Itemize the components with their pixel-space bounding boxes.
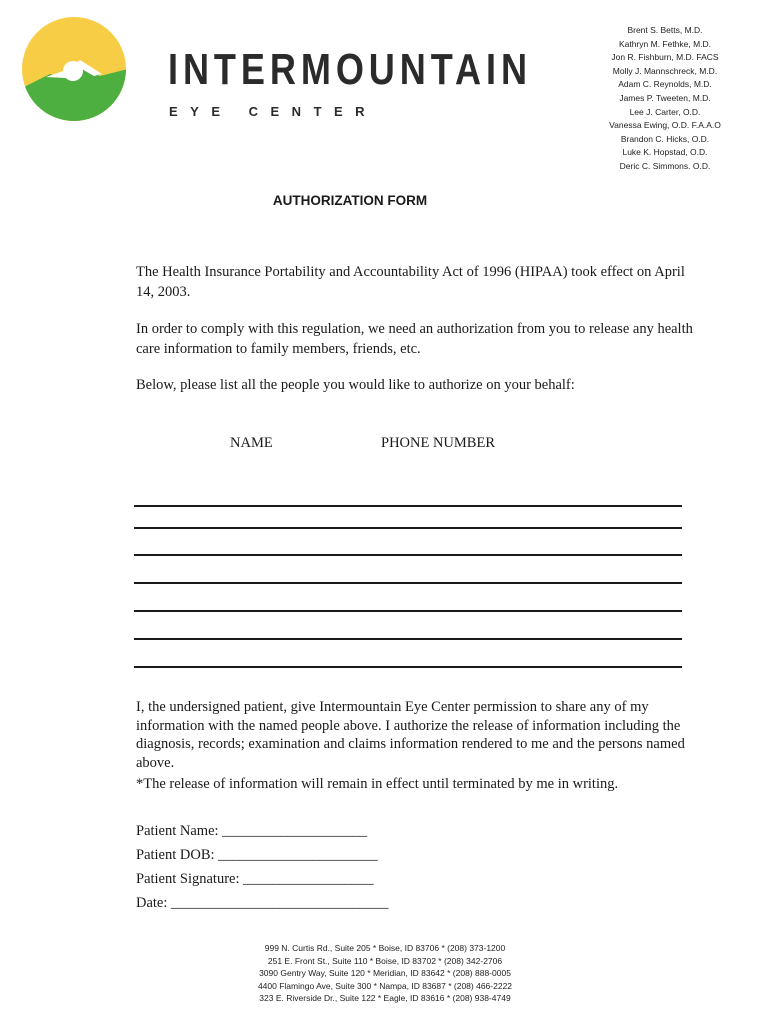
footer-addresses [0, 942, 770, 1005]
authorized-person-line[interactable] [134, 527, 682, 529]
doctor-name: Lee J. Carter, O.D. [629, 106, 701, 117]
doctor-name: Jon R. Fishburn, M.D. FACS [611, 52, 719, 63]
hipaa-paragraph: The Health Insurance Portability and Accountability Act of 1996 (HIPAA) took effect on April 14, 2003. [136, 264, 685, 300]
doctor-name: Brandon C. Hicks, O.D. [620, 133, 710, 144]
name-column-header: NAME [230, 435, 273, 451]
consent-paragraph: I, the undersigned patient, give Intermountain Eye Center permission to share any of my information with the named people above. I authorize the release of information including the diagnosis, records; examination and claims information rendered to me and the persons named above. [136, 699, 685, 771]
patient-name-field[interactable]: Patient Name: ____________________ [136, 823, 368, 839]
office-address: 4400 Flamingo Ave, Suite 300 * Nampa, ID 83687 * (208) 466-2222 [257, 980, 513, 991]
form-title: AUTHORIZATION FORM [272, 193, 428, 208]
doctor-name: Molly J. Mannschreck, M.D. [612, 65, 718, 76]
logo [22, 16, 532, 126]
office-address: 3090 Gentry Way, Suite 120 * Meridian, ID 83642 * (208) 888-0005 [259, 968, 511, 979]
patient-signature-field[interactable]: Patient Signature: __________________ [136, 871, 374, 887]
office-address: 323 E. Riverside Dr., Suite 122 * Eagle, ID 83616 * (208) 938-4749 [259, 993, 511, 1004]
compliance-paragraph: In order to comply with this regulation, we need an authorization from you to release any health care information to family members, friends, etc. [136, 321, 693, 357]
date-field[interactable]: Date: ______________________________ [136, 895, 389, 911]
brand-name: INTERMOUNTAIN [168, 45, 532, 94]
doctor-name: Deric C. Simmons. O.D. [619, 160, 711, 171]
phone-column-header: PHONE NUMBER [381, 435, 495, 451]
doctor-list [590, 24, 740, 174]
sun-mountain-icon [22, 16, 132, 126]
authorized-person-line[interactable] [134, 610, 682, 612]
authorized-person-line[interactable] [134, 582, 682, 584]
doctor-name: James P. Tweeten, M.D. [619, 92, 711, 103]
doctor-name: Vanessa Ewing, O.D. F.A.A.O [609, 120, 721, 131]
brand-subtitle: EYE CENTER [169, 104, 378, 119]
doctor-name: Brent S. Betts, M.D. [627, 25, 703, 35]
authorized-person-line[interactable] [134, 505, 682, 507]
doctor-name: Adam C. Reynolds, M.D. [618, 79, 712, 90]
office-address: 999 N. Curtis Rd., Suite 205 * Boise, ID 83706 * (208) 373-1200 [264, 943, 506, 953]
authorized-person-line[interactable] [134, 554, 682, 556]
patient-dob-field[interactable]: Patient DOB: ______________________ [136, 847, 378, 863]
doctor-name: Kathryn M. Fethke, M.D. [618, 38, 712, 49]
authorized-person-line[interactable] [134, 638, 682, 640]
office-address: 251 E. Front St., Suite 110 * Boise, ID 83702 * (208) 342-2706 [267, 955, 503, 966]
release-note: *The release of information will remain in effect until terminated by me in writing. [136, 776, 619, 792]
authorized-person-line[interactable] [134, 666, 682, 668]
doctor-name: Luke K. Hopstad, O.D. [622, 147, 708, 158]
instructions-paragraph: Below, please list all the people you would like to authorize on your behalf: [136, 377, 575, 393]
